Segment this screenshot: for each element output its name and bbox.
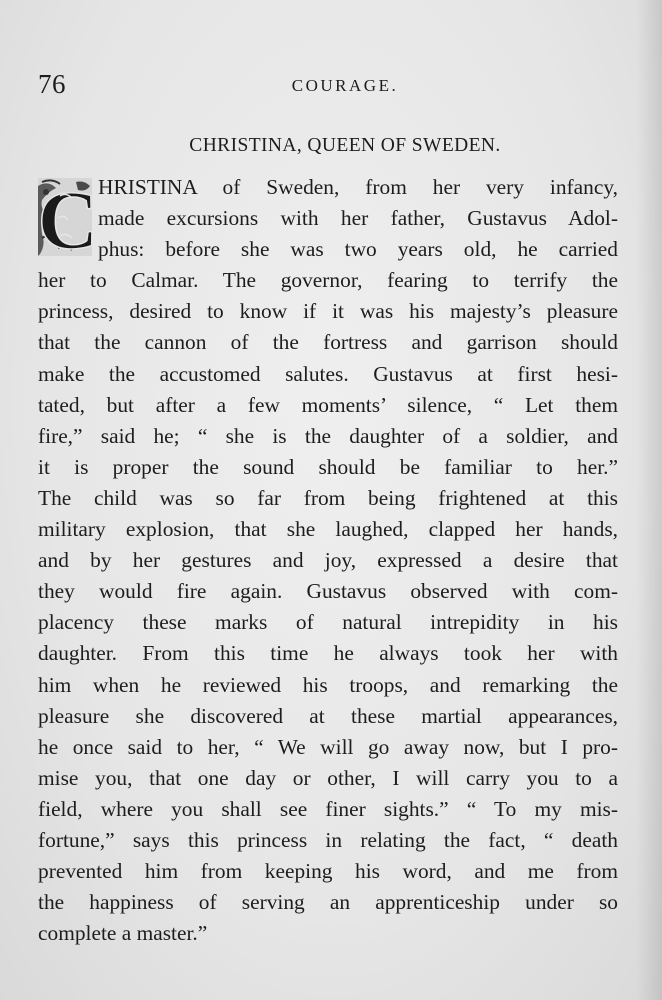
body-line: prevented him from keeping his word, and me from [38,859,618,884]
drop-cap-letter: C [37,174,99,267]
body-line: phus: before she was two years old, he carried [98,237,618,262]
body-line: field, where you shall see finer sights.” “ To my mis- [38,796,618,821]
body-line: complete a master.” [38,921,208,946]
body-line: military explosion, that she laughed, clapped her hands, [38,517,618,542]
body-line: pleasure she discovered at these martial appearances, [38,703,618,728]
running-title: COURAGE. [291,76,399,95]
body-line: that the cannon of the fortress and garrison should [38,330,618,355]
chapter-title: CHRISTINA, QUEEN OF SWEDEN. [189,135,501,156]
body-text [38,172,618,949]
body-line: The child was so far from being frightened at this [38,485,618,510]
body-line: tated, but after a few moments’ silence, “ Let them [38,392,618,417]
ornamental-drop-cap [37,174,99,267]
body-line: make the accustomed salutes. Gustavus at first hesi- [38,361,618,386]
body-line: fortune,” says this princess in relating the fact, “ death [38,827,618,852]
body-line: mise you, that one day or other, I will carry you to a [38,765,618,790]
body-line: her to Calmar. The governor, fearing to terrify the [38,268,618,293]
body-line: and by her gestures and joy, expressed a desire that [38,548,618,573]
body-line: made excursions with her father, Gustavus Adol- [98,206,618,231]
body-line: the happiness of serving an apprenticeship under so [38,890,618,915]
body-line: placency these marks of natural intrepidity in his [38,610,618,635]
body-line: it is proper the sound should be familiar to her.” [38,454,618,479]
body-line: he once said to her, “ We will go away now, but I pro- [38,734,618,759]
body-line: fire,” said he; “ she is the daughter of a soldier, and [38,423,618,448]
body-line: him when he reviewed his troops, and remarking the [38,672,618,697]
body-line: HRISTINA of Sweden, from her very infancy, [98,175,618,199]
body-line: princess, desired to know if it was his majesty’s pleasure [38,299,618,324]
page-edge-shadow [636,0,662,1000]
page-number: 76 [38,69,66,99]
body-line: daughter. From this time he always took her with [38,641,618,666]
body-line: they would fire again. Gustavus observed with com- [38,579,618,604]
running-head [38,68,622,100]
